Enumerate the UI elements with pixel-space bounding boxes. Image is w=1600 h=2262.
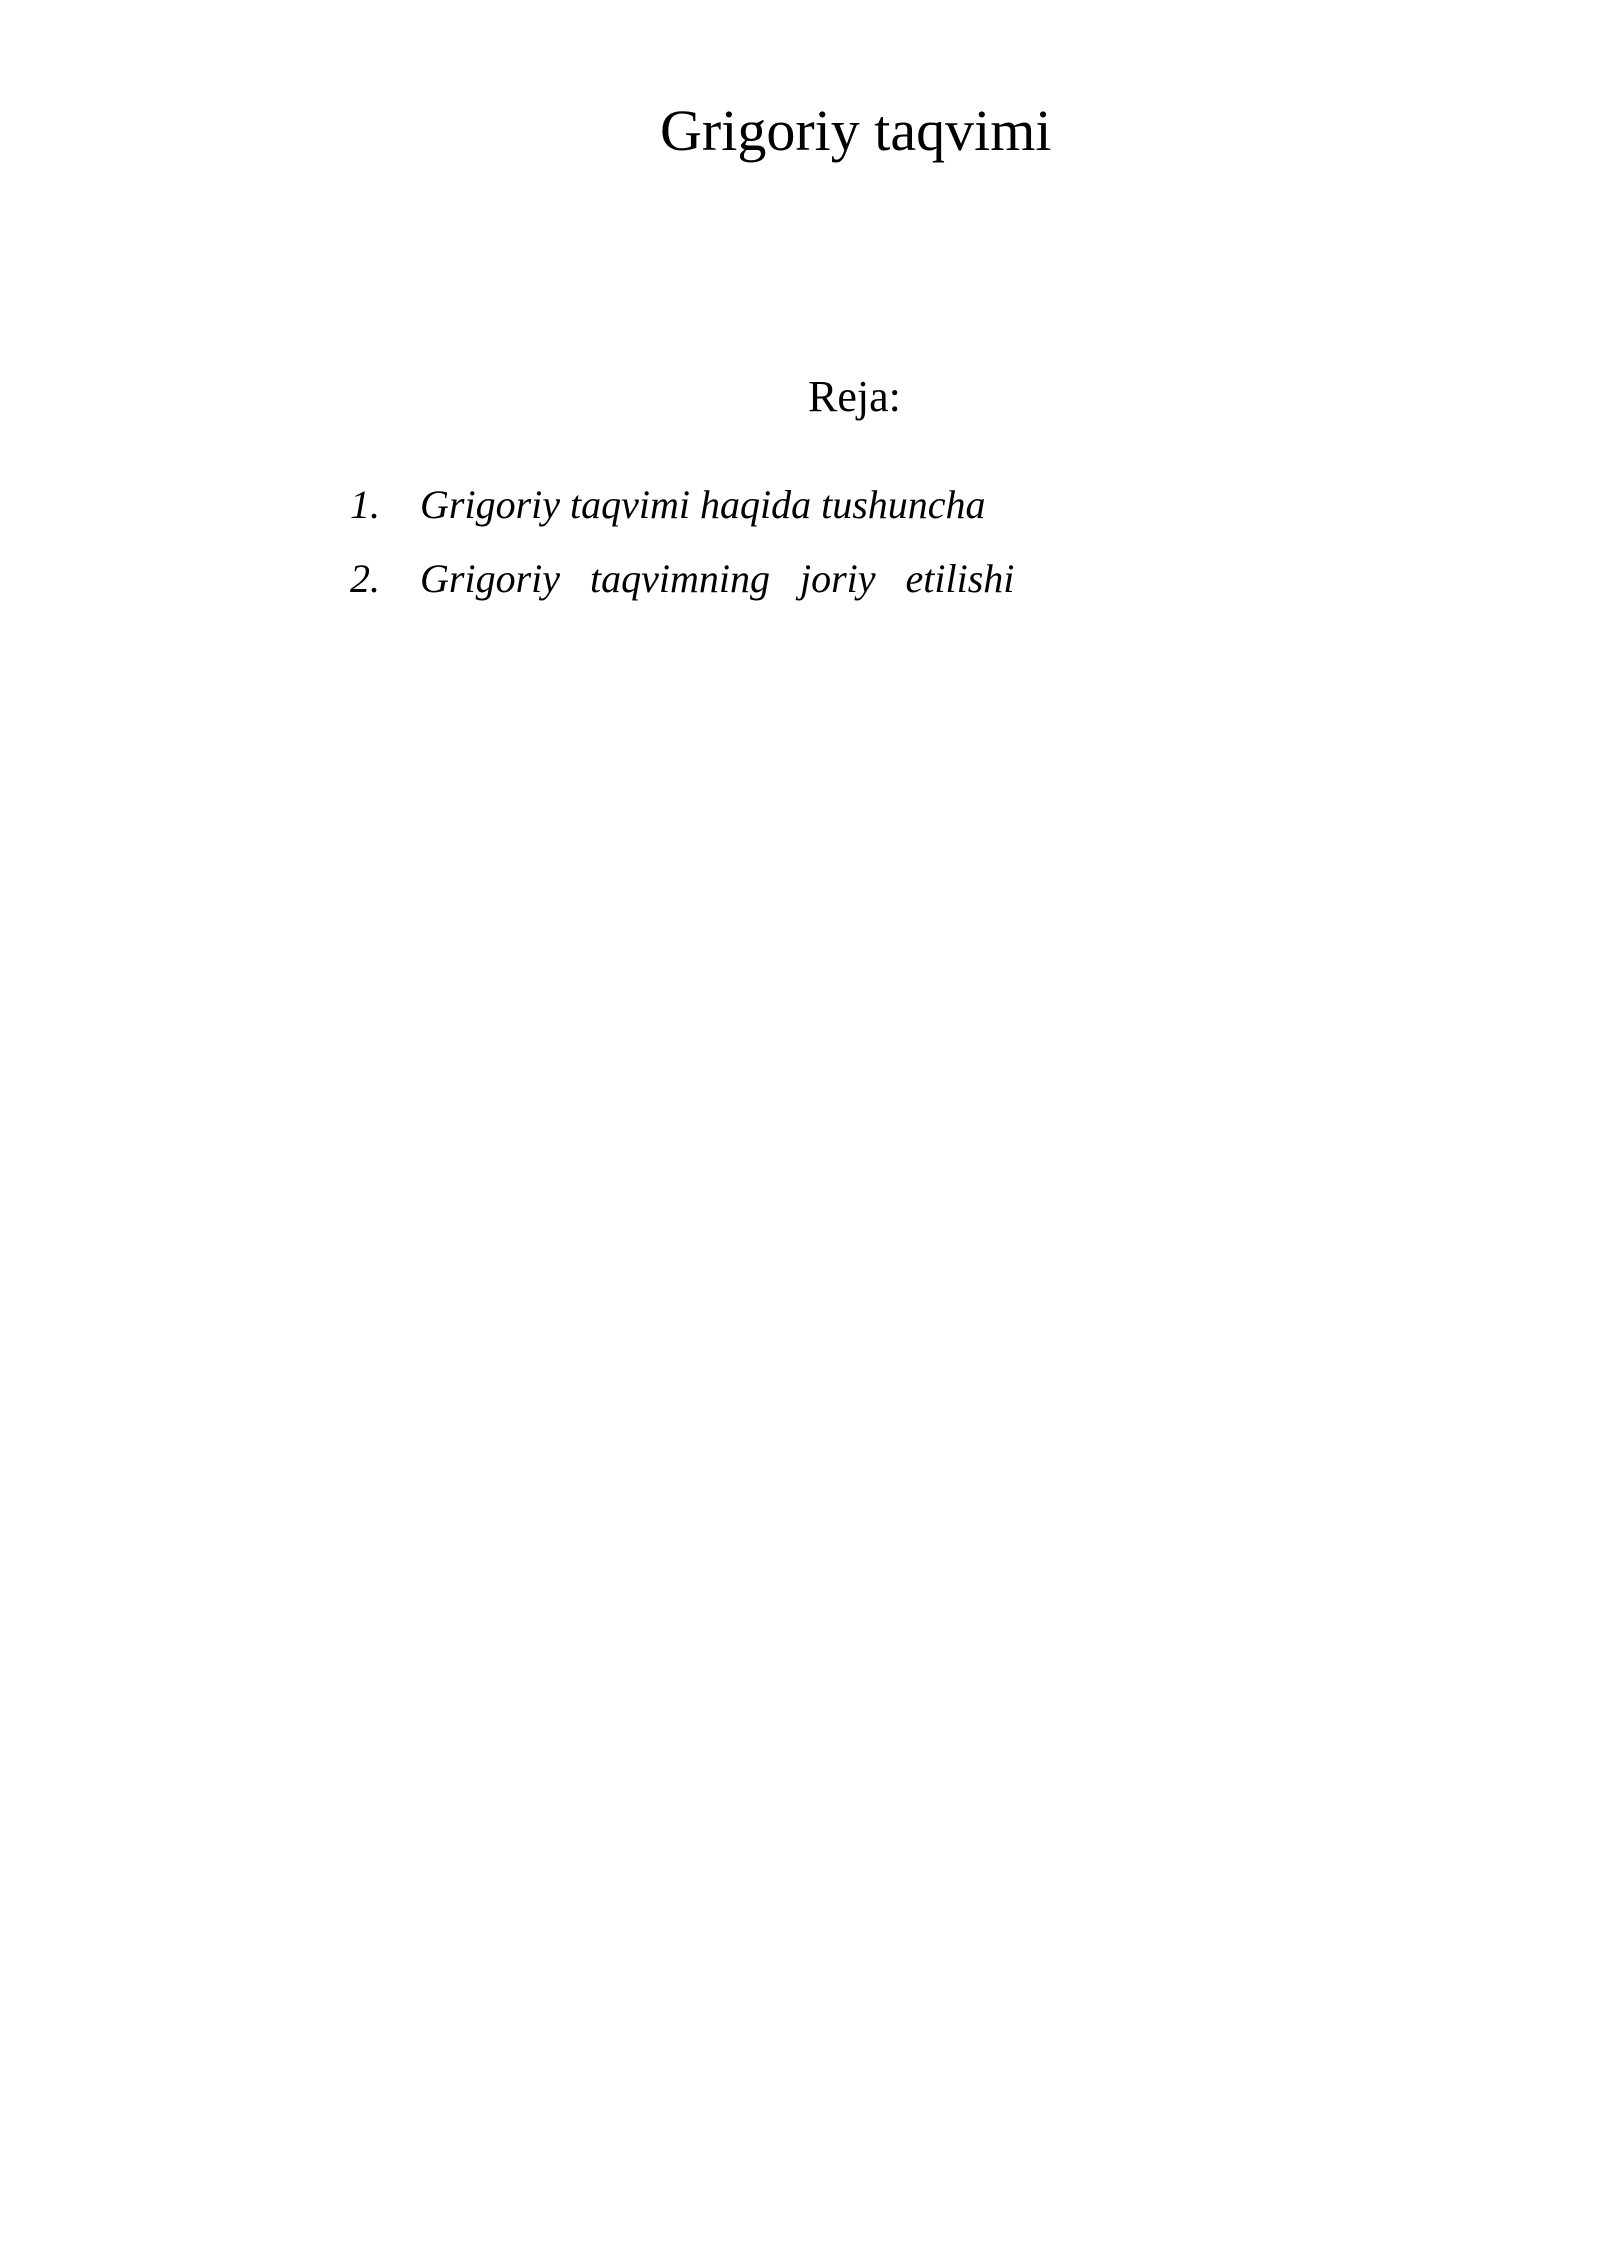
plan-item-text: Grigoriy taqvimning joriy etilishi [420,556,1015,601]
plan-item-number: 2. [350,556,380,601]
plan-heading: Reja: [808,372,901,421]
document-title: Grigoriy taqvimi [660,98,1052,163]
plan-item-text: Grigoriy taqvimi haqida tushuncha [420,482,986,527]
plan-item-number: 1. [350,482,380,527]
